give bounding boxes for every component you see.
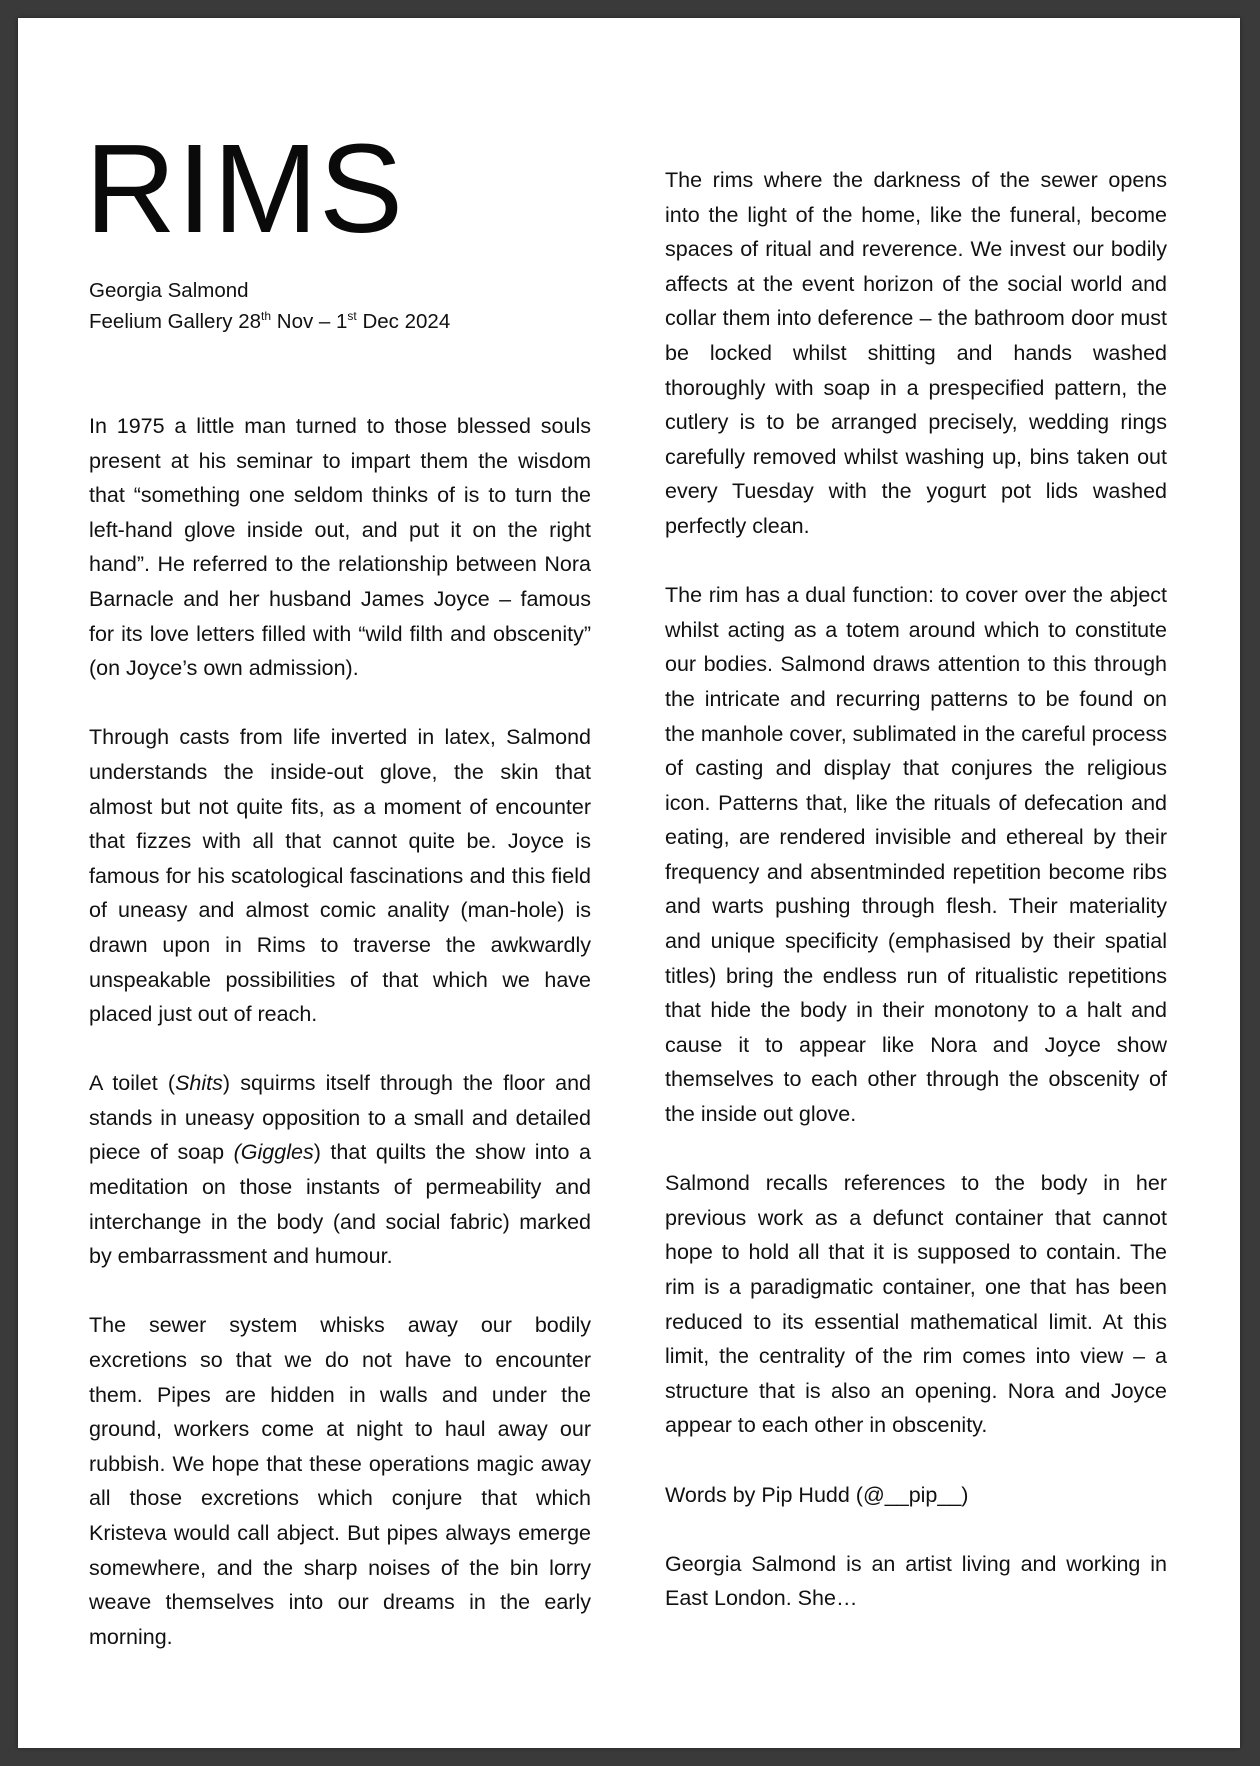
paragraph-casts: Through casts from life inverted in latex, Salmond understands the inside-out glove, the skin that almost but not quite fits, as a moment of encounter that fizzes with all that cannot quite be. Joyce is famous for his scatological fascinations and this field of uneasy and almost comic anality (man-hole) is drawn upon in Rims to traverse the awkwardly unspeakable possibilities of that which we have placed just out of reach. xyxy=(89,725,591,1027)
artwork-title-giggles: (Giggles xyxy=(233,1140,314,1165)
document-page xyxy=(18,18,1240,1748)
author-credit: Words by Pip Hudd (@__pip__) xyxy=(665,1482,969,1507)
paragraph-container: Salmond recalls references to the body in her previous work as a defunct container that cannot hope to hold all that it is supposed to contain. The rim is a paradigmatic container, one that has been reduced to its essential mathematical limit. At this limit, the centrality of the rim comes into view – a structure that is also an opening. Nora and Joyce appear to each other in obscenity. xyxy=(665,1171,1167,1438)
artwork-title-shits: Shits xyxy=(175,1071,223,1096)
paragraph-rims-ritual: The rims where the darkness of the sewer opens into the light of the home, like the funeral, become spaces of ritual and reverence. We invest our bodily affects at the event horizon of the social world and collar them into deference – the bathroom door must be locked whilst shitting and hands washed thoroughly with soap in a prespecified pattern, the cutlery is to be arranged precisely, wedding rings carefully removed whilst washing up, bins taken out every Tuesday with the yogurt pot lids washed perfectly clean. xyxy=(665,168,1167,538)
exhibition-dates: Feelium Gallery 28th Nov – 1st Dec 2024 xyxy=(89,308,451,333)
artist-bio: Georgia Salmond is an artist living and working in East London. She… xyxy=(665,1551,1167,1611)
paragraph-sewer: The sewer system whisks away our bodily excretions so that we do not have to encounter them. Pipes are hidden in walls and under the ground, workers come at night to haul away our rubbish. We hope that these operations magic away all those excretions which conjure that which Kristeva would call abject. But pipes always emerge somewhere, and the sharp noises of the bin lorry weave themselves into our dreams in the early morning. xyxy=(89,1313,591,1649)
left-column xyxy=(85,118,591,1654)
paragraph-toilet: A toilet (Shits) squirms itself through the floor and stands in uneasy opposition to a small and detailed piece of soap (Giggles) that quilts the show into a meditation on those instants of permeability and interchange in the body (and social fabric) marked by embarrassment and humour. xyxy=(89,1071,591,1269)
artist-name: Georgia Salmond xyxy=(89,279,249,302)
right-column xyxy=(665,163,1167,1616)
exhibition-info xyxy=(89,276,591,337)
paragraph-dual-function: The rim has a dual function: to cover over the abject whilst acting as a totem around which to constitute our bodies. Salmond draws attention to this through the intricate and recurring patterns to be found on the manhole cover, sublimated in the careful process of casting and display that conjures the religious icon. Patterns that, like the rituals of defecation and eating, are rendered invisible and ethereal by their frequency and absentminded repetition become ribs and warts pushing through flesh. Their materiality and unique specificity (emphasised by their spatial titles) bring the endless run of ritualistic repetitions that hide the body in their monotony to a halt and cause it to appear like Nora and Joyce show themselves to each other through the obscenity of the inside out glove. xyxy=(665,583,1167,1127)
page-title: RIMS xyxy=(85,118,404,259)
paragraph-intro: In 1975 a little man turned to those blessed souls present at his seminar to impart them the wisdom that “something one seldom thinks of is to turn the left-hand glove inside out, and put it on the right hand”. He referred to the relationship between Nora Barnacle and her husband James Joyce – famous for its love letters filled with “wild filth and obscenity” (on Joyce’s own admission). xyxy=(89,414,591,681)
